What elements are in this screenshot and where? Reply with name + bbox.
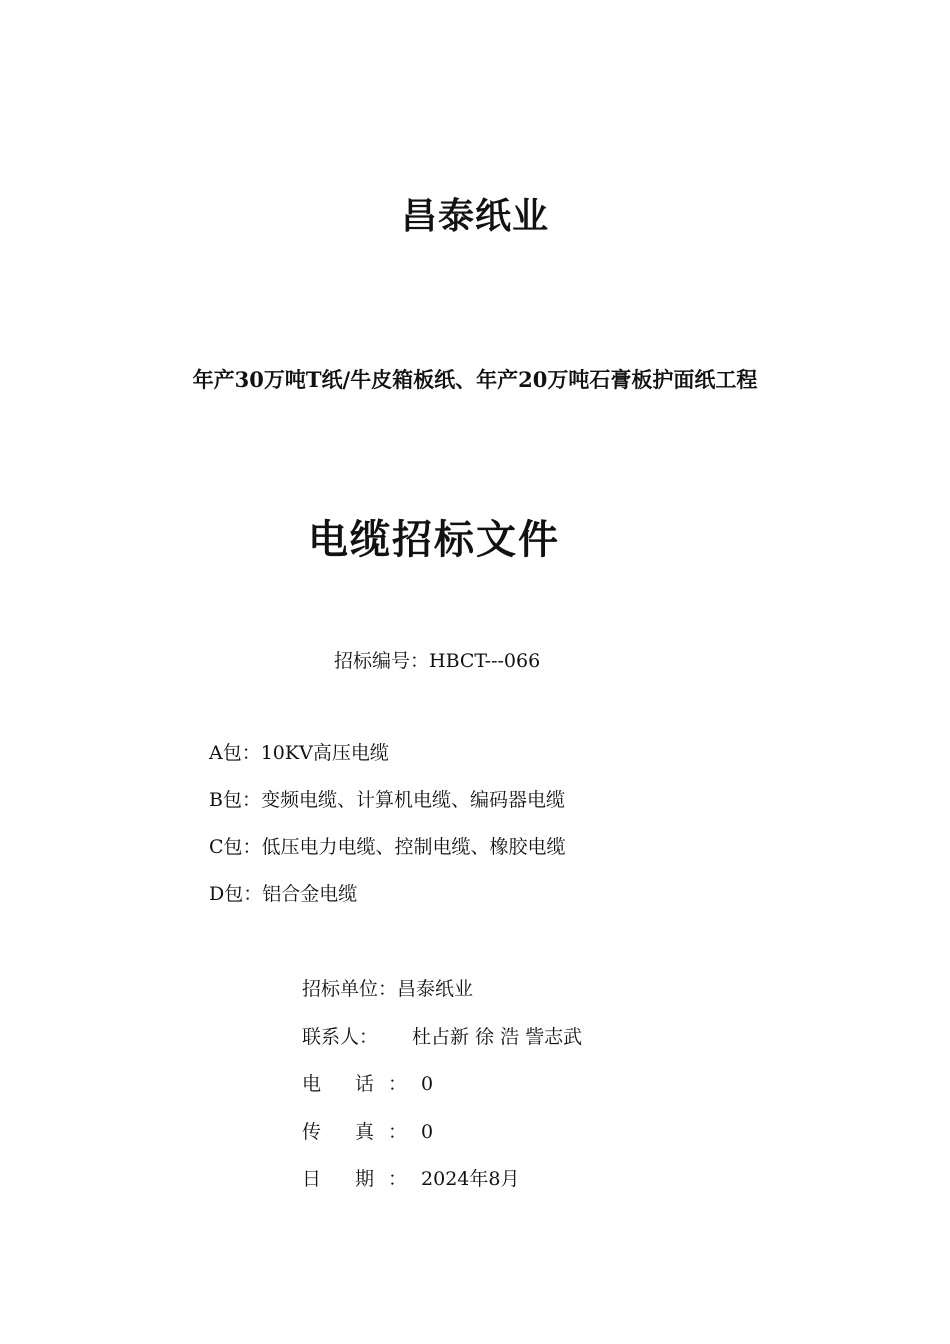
- contact-row: [302, 1022, 582, 1070]
- package-item-b: B包：变频电缆、计算机电缆、编码器电缆: [209, 789, 565, 811]
- contact-label: 联系人：: [302, 1025, 379, 1048]
- date-value: 2024年8月: [421, 1168, 520, 1190]
- date-label: 日 期：: [302, 1168, 422, 1190]
- phone-value: 0: [421, 1073, 434, 1095]
- package-item-a: A包：10KV高压电缆: [209, 742, 389, 764]
- date-row: [302, 1164, 582, 1212]
- tender-info-block: [302, 974, 582, 1212]
- tender-unit: 招标单位：昌泰纸业: [302, 978, 474, 1000]
- company-title: 昌泰纸业: [400, 196, 549, 237]
- project-title: 年产30万吨T纸/牛皮箱板纸、年产20万吨石膏板护面纸工程: [192, 367, 758, 392]
- fax-label: 传 真：: [302, 1120, 422, 1143]
- package-list: [209, 738, 566, 926]
- tender-unit-row: [302, 974, 582, 1022]
- fax-row: [302, 1117, 582, 1165]
- package-item-d: D包：铝合金电缆: [209, 883, 358, 905]
- tender-number: 招标编号：HBCT---066: [334, 650, 541, 672]
- document-title: 电缆招标文件: [308, 517, 560, 563]
- phone-row: [302, 1069, 582, 1117]
- package-item-c: C包：低压电力电缆、控制电缆、橡胶电缆: [209, 836, 566, 858]
- fax-value: 0: [421, 1120, 434, 1143]
- phone-label: 电 话：: [302, 1073, 422, 1095]
- contact-value: 杜占新 徐 浩 訾志武: [412, 1025, 583, 1048]
